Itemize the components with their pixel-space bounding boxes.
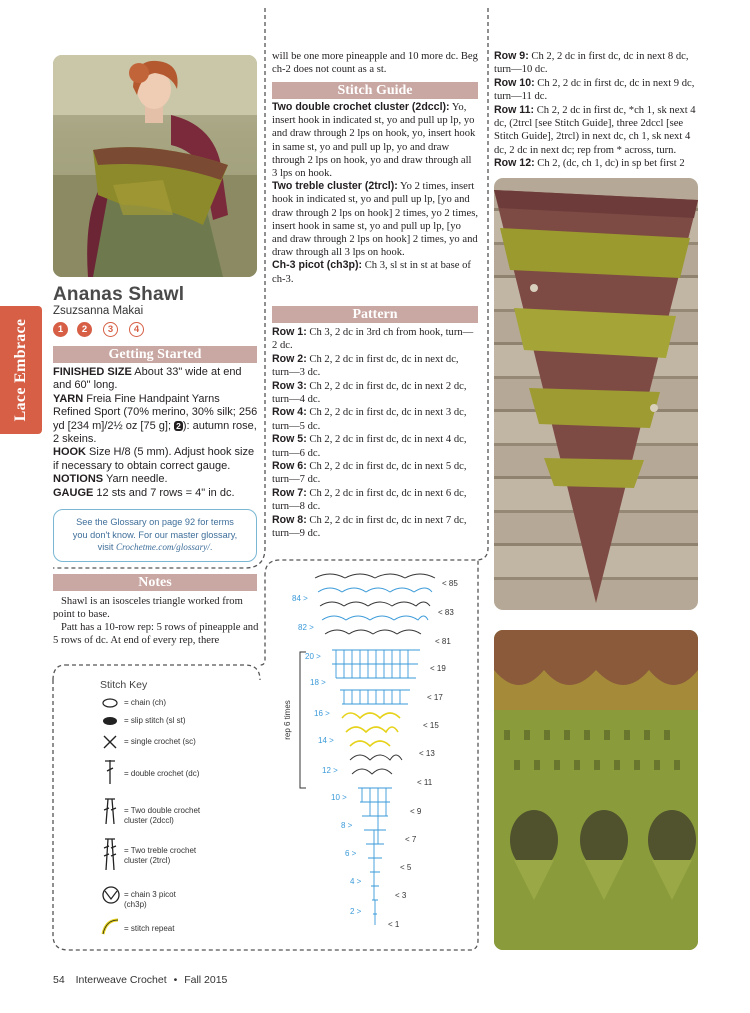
stitch-key-label: = single crochet (sc)	[124, 737, 196, 746]
row-number-label: 18 >	[310, 678, 326, 687]
row-number-label: 2 >	[350, 907, 362, 916]
stitch-key-label: = double crochet (dc)	[124, 769, 200, 778]
stitch-guide-2dccl-text: Yo, insert hook in indicated st, yo and pull up lp, yo and draw through 2 lps on hook, yo, insert hook in same st, yo and pull up lp, yo and draw through 2 lps on hook, yo and draw through all 3 lps on hook.	[272, 102, 476, 180]
notes-heading: Notes	[53, 574, 257, 591]
row-label: Row 12:	[494, 157, 535, 170]
issue-name: Fall 2015	[184, 974, 228, 986]
notes-continued	[272, 50, 478, 76]
footer-bullet: •	[173, 974, 178, 986]
row-number-label: 12 >	[322, 766, 338, 775]
pattern-row	[494, 50, 700, 77]
pattern-row	[494, 157, 700, 170]
gauge-text: 12 sts and 7 rows = 4" in dc.	[93, 486, 235, 499]
pattern-row	[494, 77, 700, 104]
stitch-guide-2trcl-text: Yo 2 times, insert hook in indicated st, yo and pull up lp, [yo and draw through 2 lps on hook] 2 times, yo 2 times, insert hook in same st, yo and pull up lp, [yo and draw through 2 lps on hook] 2 times, yo and draw through all 3 lps on hook.	[272, 181, 478, 259]
row-number-label: < 83	[438, 608, 454, 617]
stitch-key-label: = chain (ch)	[124, 698, 167, 707]
publication-name: Interweave Crochet	[75, 974, 167, 986]
row-number-label: 4 >	[350, 877, 362, 886]
hanging-shawl-photo	[494, 178, 698, 610]
row-label: Row 2:	[272, 352, 307, 365]
row-text: Ch 2, (dc, ch 1, dc) in sp bet first 2	[534, 158, 685, 170]
row-number-label: 6 >	[345, 849, 357, 858]
row-text: Ch 2, 2 dc in first dc, dc in next 8 dc, turn—10 dc.	[494, 51, 689, 76]
row-number-label: < 19	[430, 664, 446, 673]
getting-started-heading: Getting Started	[53, 346, 257, 363]
notes-continued-text: will be one more pineapple and 10 more dc. Beg ch-2 does not count as a st.	[272, 51, 478, 76]
stitch-guide-2trcl-name: Two treble cluster (2trcl):	[272, 180, 398, 193]
pattern-row	[272, 326, 478, 353]
row-text: Ch 3, 2 dc in 3rd ch from hook, turn—2 dc.	[272, 327, 474, 352]
pattern-row	[272, 514, 478, 541]
glossary-callout	[53, 509, 257, 562]
pattern-row	[272, 380, 478, 407]
row-label: Row 4:	[272, 406, 307, 419]
row-number-label: 14 >	[318, 736, 334, 745]
slip-stitch-icon	[100, 714, 120, 733]
row-number-label: < 85	[442, 579, 458, 588]
notes-paragraph-1: Shawl is an isosceles triangle worked from point to base.	[53, 596, 243, 621]
stitch-guide-ch3p-name: Ch-3 picot (ch3p):	[272, 259, 363, 272]
model-photo	[53, 55, 257, 277]
row-label: Row 5:	[272, 433, 307, 446]
stitch-guide-heading: Stitch Guide	[272, 82, 478, 99]
stitch-repeat-icon	[100, 916, 122, 943]
glossary-line-1: See the Glossary on page 92 for terms	[76, 517, 234, 527]
row-number-label: 20 >	[305, 652, 321, 661]
row-text: Ch 2, 2 dc in first dc, dc in next 2 dc, turn—4 dc.	[272, 380, 467, 406]
repeat-label: rep 6 times	[283, 700, 292, 740]
row-text: Ch 2, 2 dc in first dc, dc in next 7 dc, turn—9 dc.	[272, 514, 467, 540]
pattern-row	[494, 104, 700, 158]
skill-level-4: 4	[129, 322, 144, 337]
row-label: Row 3:	[272, 379, 307, 392]
section-tab-label: Lace Embrace	[12, 318, 29, 422]
stitch-key-label: = chain 3 picot (ch3p)	[124, 890, 176, 909]
row-text: Ch 2, 2 dc in first dc, dc in next 5 dc, turn—7 dc.	[272, 461, 467, 486]
row-number-label: < 81	[435, 637, 451, 646]
yarn-label: YARN	[53, 392, 84, 405]
designer-name: Zsuzsanna Makai	[53, 305, 144, 317]
skill-level-2: 2	[77, 322, 92, 337]
glossary-line-2: you don't know. For our master glossary,	[72, 529, 238, 540]
stitch-key-label: = stitch repeat	[124, 924, 175, 933]
yarn-text: Freia Fine Handpaint Yarns Refined Sport (70% merino, 30% silk; 256 yd [234 m]/2½ oz [75 g];	[53, 392, 258, 432]
stitch-key-label: = Two treble crochet cluster (2trcl)	[124, 846, 197, 865]
yarn-text-2: ): autumn rose, 2 skeins.	[53, 419, 257, 446]
row-label: Row 7:	[272, 486, 307, 499]
row-number-label: 10 >	[331, 793, 347, 802]
row-label: Row 1:	[272, 326, 307, 338]
getting-started-body	[53, 366, 259, 500]
row-number-label: < 3	[395, 891, 407, 900]
finished-size-text: About 33" wide at end and 60" long.	[53, 366, 242, 392]
row-text: Ch 2, 2 dc in first dc, dc in next 3 dc, turn—5 dc.	[272, 407, 467, 432]
lace-detail-photo	[494, 630, 698, 950]
pattern-heading: Pattern	[272, 306, 478, 323]
hook-label: HOOK	[53, 446, 86, 459]
pattern-row	[272, 353, 478, 380]
notions-label: NOTIONS	[53, 473, 104, 486]
row-label: Row 6:	[272, 460, 307, 473]
stitch-guide-body	[272, 101, 478, 286]
row-number-label: < 17	[427, 693, 443, 702]
row-label: Row 11:	[494, 103, 535, 116]
pattern-rows-1-8	[272, 326, 478, 541]
glossary-line-3-prefix: visit	[97, 542, 116, 552]
yarn-weight-badge: 2	[176, 420, 181, 431]
double-crochet-icon	[100, 758, 120, 791]
page-number: 54	[53, 974, 65, 986]
pattern-row	[272, 487, 478, 514]
skill-level-3: 3	[103, 322, 118, 337]
dc-cluster-icon	[100, 796, 120, 831]
glossary-link[interactable]: Crochetme.com/glossary/	[115, 542, 210, 552]
stitch-guide-ch3p-text: Ch 3, sl st in st at base of ch-3.	[272, 260, 471, 285]
row-number-label: < 9	[410, 807, 422, 816]
row-number-label: < 15	[423, 721, 439, 730]
page-footer	[53, 974, 227, 986]
row-number-label: < 1	[388, 920, 400, 929]
stitch-key-title: Stitch Key	[100, 679, 148, 691]
pattern-title: Ananas Shawl	[53, 284, 185, 305]
picot-icon	[100, 884, 122, 911]
row-number-label: 84 >	[292, 594, 308, 603]
finished-size-label: FINISHED SIZE	[53, 366, 132, 378]
pattern-rows-9-12	[494, 50, 700, 171]
row-number-label: < 11	[417, 778, 433, 787]
row-number-label: < 7	[405, 835, 417, 844]
chain-icon	[100, 696, 120, 715]
row-text: Ch 2, 2 dc in first dc, dc in next dc, turn—3 dc.	[272, 353, 459, 379]
row-number-label: 16 >	[314, 709, 330, 718]
row-label: Row 8:	[272, 513, 307, 526]
pattern-row	[272, 406, 478, 433]
single-crochet-icon	[100, 734, 120, 755]
row-text: Ch 2, 2 dc in first dc, *ch 1, sk next 4 dc, (2trcl [see Stitch Guide], three 2dccl [see Stitch Guide], 2trcl) in next dc, ch 1, sk next 4 dc, 2 dc in next dc; rep from * across, turn.	[494, 104, 696, 156]
pattern-row	[272, 433, 478, 460]
section-tab	[0, 306, 42, 434]
skill-level-1: 1	[53, 322, 68, 337]
row-label: Row 10:	[494, 76, 535, 89]
notes-paragraph-2: Patt has a 10-row rep: 5 rows of pineapple and 5 rows of dc. At end of every rep, there	[53, 622, 259, 647]
stitch-key-label: = slip stitch (sl st)	[124, 716, 186, 725]
row-text: Ch 2, 2 dc in first dc, dc in next 4 dc, turn—6 dc.	[272, 434, 467, 459]
stitch-key-label: = Two double crochet cluster (2dccl)	[124, 806, 201, 825]
row-number-label: < 13	[419, 749, 435, 758]
crochet-chart	[270, 570, 475, 940]
glossary-line-3-suffix: .	[209, 542, 213, 552]
row-text: Ch 2, 2 dc in first dc, dc in next 6 dc, turn—8 dc.	[272, 487, 467, 513]
tr-cluster-icon	[100, 836, 120, 877]
row-number-label: 82 >	[298, 623, 314, 632]
notions-text: Yarn needle.	[103, 473, 168, 486]
row-label: Row 9:	[494, 50, 529, 62]
hook-text: Size H/8 (5 mm). Adjust hook size if necessary to obtain correct gauge.	[53, 446, 255, 472]
row-text: Ch 2, 2 dc in first dc, dc in next 9 dc, turn—11 dc.	[494, 77, 695, 103]
row-number-label: < 5	[400, 863, 412, 872]
stitch-guide-2dccl-name: Two double crochet cluster (2dccl):	[272, 101, 450, 113]
gauge-label: GAUGE	[53, 486, 94, 499]
row-number-label: 8 >	[341, 821, 353, 830]
pattern-row	[272, 460, 478, 487]
